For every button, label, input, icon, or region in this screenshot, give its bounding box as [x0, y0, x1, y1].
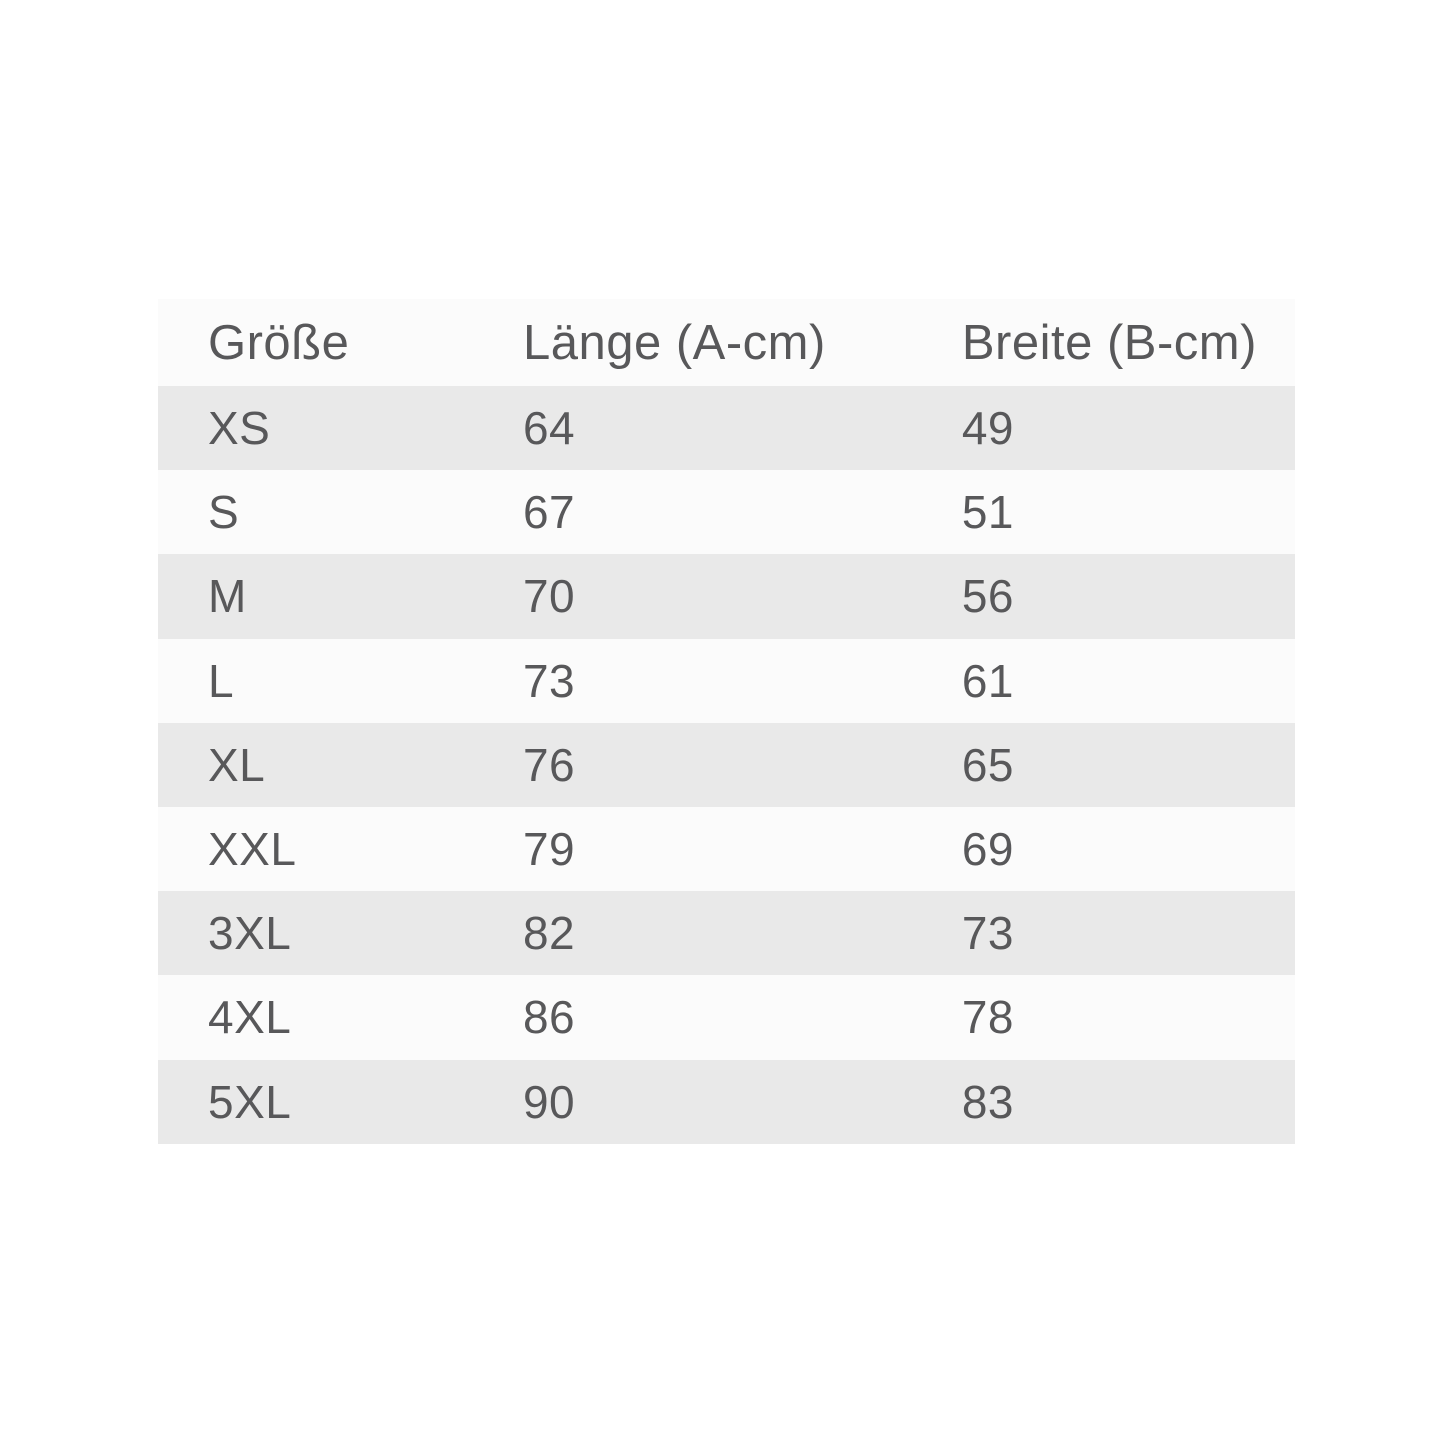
width-cell: 65 — [961, 738, 1015, 791]
width-cell: 83 — [961, 1075, 1015, 1128]
size-cell: 3XL — [208, 907, 292, 960]
length-cell: 90 — [522, 1075, 576, 1128]
table-row — [158, 807, 1295, 891]
table-row — [158, 470, 1295, 554]
table-row — [158, 975, 1295, 1059]
width-cell: 78 — [961, 991, 1015, 1044]
width-cell: 73 — [961, 907, 1015, 960]
size-cell: L — [208, 654, 235, 707]
size-cell: XL — [208, 738, 266, 791]
width-cell: 61 — [961, 654, 1015, 707]
size-cell: S — [208, 486, 240, 539]
table-row — [158, 723, 1295, 807]
table-row — [158, 554, 1295, 638]
table-row — [158, 1060, 1295, 1144]
column-header-size: Größe — [208, 315, 350, 370]
width-cell: 49 — [961, 402, 1015, 455]
table-row — [158, 386, 1295, 470]
length-cell: 76 — [522, 738, 576, 791]
column-header-width: Breite (B-cm) — [961, 315, 1257, 370]
length-cell: 67 — [522, 486, 576, 539]
length-cell: 73 — [522, 654, 576, 707]
length-cell: 86 — [522, 991, 576, 1044]
size-cell: XXL — [208, 823, 297, 876]
size-cell: XS — [208, 402, 271, 455]
length-cell: 79 — [522, 823, 576, 876]
width-cell: 51 — [961, 486, 1015, 539]
table-header-row — [158, 299, 1295, 386]
column-header-length: Länge (A-cm) — [522, 315, 826, 370]
size-cell: M — [208, 570, 247, 623]
length-cell: 82 — [522, 907, 576, 960]
size-cell: 4XL — [208, 991, 292, 1044]
size-chart-table — [158, 299, 1295, 1144]
table-row — [158, 639, 1295, 723]
length-cell: 64 — [522, 402, 576, 455]
size-cell: 5XL — [208, 1075, 292, 1128]
table-row — [158, 891, 1295, 975]
width-cell: 69 — [961, 823, 1015, 876]
length-cell: 70 — [522, 570, 576, 623]
width-cell: 56 — [961, 570, 1015, 623]
